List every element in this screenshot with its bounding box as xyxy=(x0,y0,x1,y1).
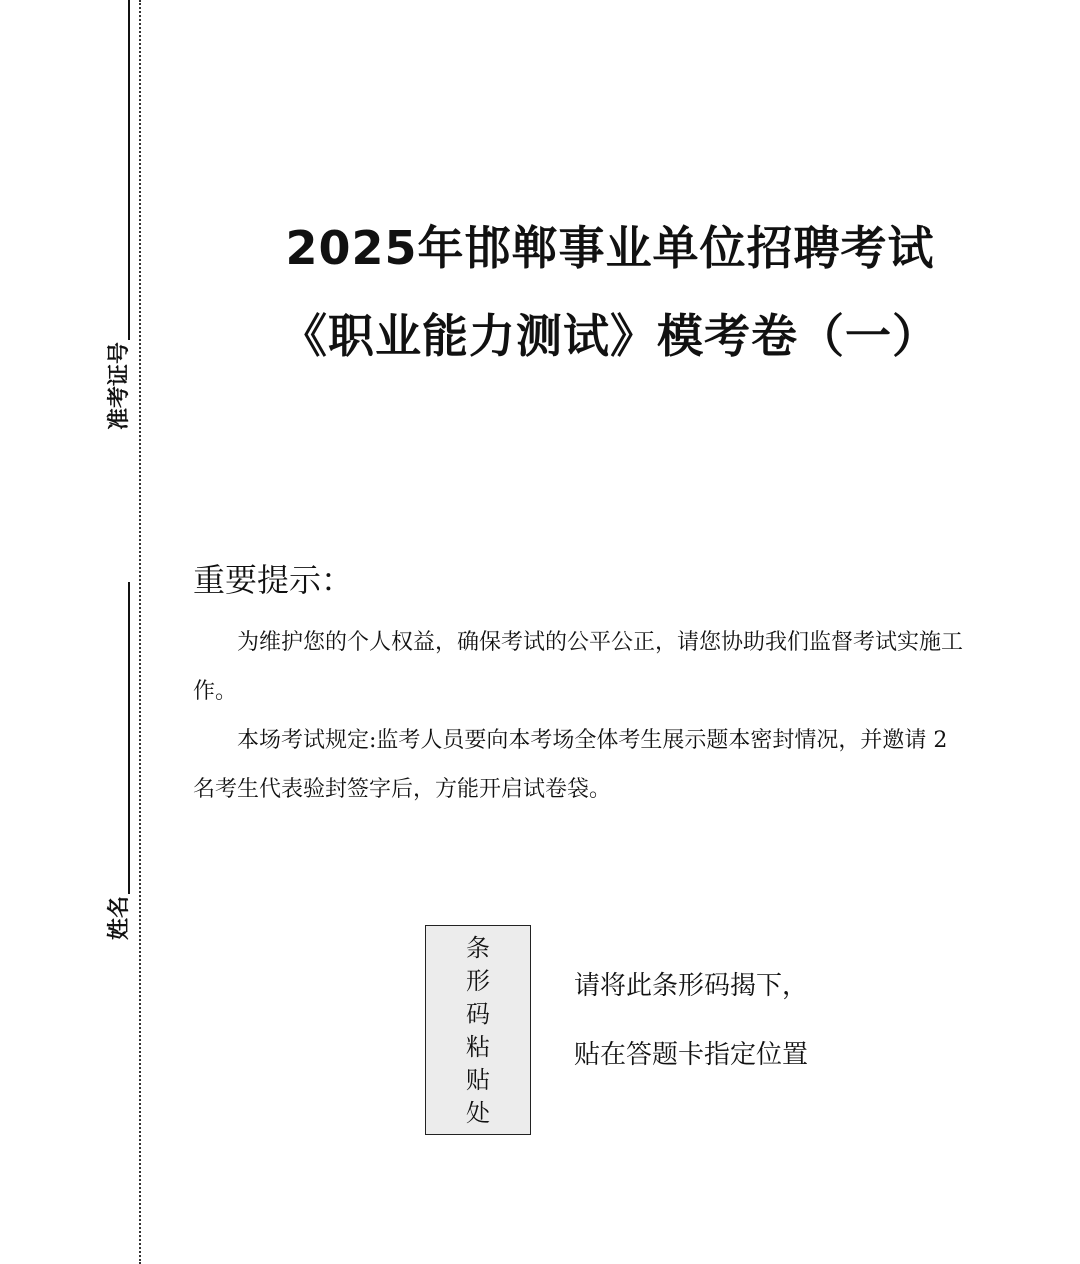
notice-body xyxy=(193,618,968,814)
binding-dotted-line xyxy=(139,0,141,1264)
exam-title-line-1: 2025年邯郸事业单位招聘考试 xyxy=(285,221,935,275)
name-label: 姓名 xyxy=(107,895,132,940)
barcode-box-char: 码 xyxy=(466,1000,490,1028)
barcode-box-char: 形 xyxy=(466,967,490,995)
notice-paragraph-2: 本场考试规定:监考人员要向本考场全体考生展示题本密封情况，并邀请 2 名考生代表验封签字后，方能开启试卷袋。 xyxy=(193,728,948,802)
barcode-box-char: 条 xyxy=(466,934,490,962)
notice-paragraph-1: 为维护您的个人权益，确保考试的公平公正，请您协助我们监督考试实施工作。 xyxy=(193,630,964,704)
barcode-box-char: 贴 xyxy=(466,1066,490,1094)
name-field xyxy=(108,582,132,940)
exam-title-line-2: 《职业能力测试》模考卷（一） xyxy=(281,309,939,363)
barcode-instruction-line-2: 贴在答题卡指定位置 xyxy=(574,1040,809,1070)
notice-heading: 重要提示： xyxy=(193,561,354,599)
exam-id-field xyxy=(108,0,132,430)
exam-id-blank-line[interactable] xyxy=(128,0,130,340)
exam-id-label: 准考证号 xyxy=(107,341,132,430)
name-blank-line[interactable] xyxy=(128,582,130,894)
barcode-instruction-line-1: 请将此条形码揭下， xyxy=(574,971,809,1001)
barcode-sticker-area xyxy=(425,925,531,1135)
barcode-box-char: 处 xyxy=(466,1099,490,1127)
barcode-instruction xyxy=(574,968,808,1106)
barcode-box-char: 粘 xyxy=(466,1033,490,1061)
